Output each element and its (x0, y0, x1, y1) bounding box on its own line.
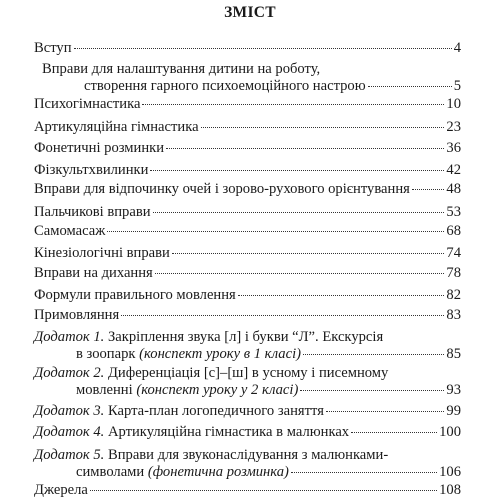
page-number: 36 (446, 140, 461, 156)
toc-entry-title (34, 140, 164, 157)
dot-leader (153, 212, 445, 213)
toc-entry-title (34, 424, 349, 441)
entry-text: Закріплення звука [л] і букви “Л”. Екскурсія (104, 329, 384, 345)
dot-leader (238, 295, 445, 296)
appendix-label: Додаток 5. (34, 447, 105, 463)
entry-text: створення гарного психоемоційного настрою (84, 78, 366, 94)
toc-entry-title (34, 265, 153, 282)
toc-entry-line (34, 140, 461, 157)
appendix-label: Додаток 4. (34, 424, 105, 440)
lesson-note: (конспект уроку у 2 класі) (136, 382, 299, 398)
entry-text: Диференціація [с]–[ш] в усному і писемному (104, 365, 389, 381)
toc-entry-title (84, 78, 366, 95)
toc-entry-line (34, 365, 461, 382)
toc-entry-line (34, 245, 461, 262)
toc-entry[interactable] (34, 482, 461, 499)
toc-entry-line (34, 382, 461, 399)
toc-entry[interactable] (34, 424, 461, 441)
toc-entry-title (34, 223, 105, 240)
appendix-label: Додаток 1. (34, 329, 105, 345)
toc-entry[interactable] (34, 365, 461, 399)
dot-leader (291, 472, 437, 473)
page-number: 74 (446, 245, 461, 261)
toc-entry[interactable] (34, 181, 461, 198)
toc-entry-title (42, 61, 320, 78)
dot-leader (303, 354, 444, 355)
entry-text: Вступ (34, 40, 72, 56)
appendix-label: Додаток 3. (34, 403, 105, 419)
entry-text: Вправи для звуконаслідування з малюнками- (104, 447, 389, 463)
page-number: 68 (446, 223, 461, 239)
appendix-label: Додаток 2. (34, 365, 105, 381)
toc-entry-title (34, 287, 236, 304)
toc-entry[interactable] (34, 447, 461, 481)
toc-entry-title (34, 119, 199, 136)
toc-entry-line (34, 447, 461, 464)
toc-entry-line (34, 346, 461, 363)
toc-entry-title (34, 204, 151, 221)
page-title: ЗМІСТ (224, 4, 276, 21)
toc-entry-line (34, 307, 461, 324)
toc-entry-line (42, 61, 461, 78)
toc-entry-line (34, 40, 461, 57)
page-number: 99 (446, 403, 461, 419)
page-number: 78 (446, 265, 461, 281)
page-number: 85 (446, 346, 461, 362)
dot-leader (368, 86, 452, 87)
dot-leader (142, 104, 444, 105)
page-number: 83 (446, 307, 461, 323)
toc-entry[interactable] (34, 403, 461, 420)
page-number: 108 (439, 482, 461, 498)
lesson-note: (конспект уроку в 1 класі) (139, 346, 301, 362)
toc-entry[interactable] (34, 140, 461, 157)
page-number: 4 (453, 40, 461, 56)
page-number: 23 (446, 119, 461, 135)
toc-entry-line (34, 162, 461, 179)
dot-leader (166, 148, 444, 149)
entry-text: Самомасаж (34, 223, 106, 239)
toc-entry-title (34, 181, 410, 198)
toc-entry[interactable] (34, 96, 461, 113)
page-number: 100 (439, 424, 461, 440)
page-number: 93 (446, 382, 461, 398)
entry-text: Вправи для відпочинку очей і зорово-рухового орієнтування (34, 181, 410, 197)
toc-entry[interactable] (34, 329, 461, 363)
toc-entry-line (34, 204, 461, 221)
entry-text: Артикуляційна гімнастика в малюнках (104, 424, 350, 440)
toc-entry[interactable] (34, 265, 461, 282)
dot-leader (90, 490, 437, 491)
toc-entry-title (34, 162, 148, 179)
page-number: 82 (446, 287, 461, 303)
dot-leader (351, 432, 437, 433)
toc-entry-title (34, 40, 72, 57)
entry-text: Психогімнастика (34, 96, 141, 112)
toc-entry[interactable] (34, 40, 461, 57)
entry-text: в зоопарк (76, 346, 140, 362)
toc-entry-line (34, 181, 461, 198)
entry-text: Фонетичні розминки (34, 140, 165, 156)
toc-entry-line (34, 329, 461, 346)
toc-entry[interactable] (34, 223, 461, 240)
page-number: 5 (453, 78, 461, 94)
entry-text: мовленні (76, 382, 137, 398)
dot-leader (121, 315, 444, 316)
toc-entry-line (34, 482, 461, 499)
page-number: 10 (446, 96, 461, 112)
toc-entry-title (34, 245, 170, 262)
dot-leader (107, 231, 444, 232)
page-number: 48 (446, 181, 461, 197)
toc-entry-title (34, 307, 119, 324)
toc-entry-line (34, 96, 461, 113)
toc-entry[interactable] (34, 245, 461, 262)
toc-entry-title (34, 365, 388, 382)
entry-text: Вправи для налаштування дитини на роботу, (42, 61, 321, 77)
entry-text: Фізкультхвилинки (34, 162, 149, 178)
toc-entry[interactable] (34, 204, 461, 221)
toc-entry-line (34, 287, 461, 304)
dot-leader (172, 253, 445, 254)
toc-entry-line (34, 464, 461, 481)
page-number: 53 (446, 204, 461, 220)
dot-leader (201, 127, 445, 128)
toc-entry[interactable] (34, 162, 461, 179)
toc-entry[interactable] (34, 287, 461, 304)
dot-leader (155, 273, 445, 274)
toc-entry[interactable] (42, 61, 461, 95)
toc-entry-line (42, 78, 461, 95)
entry-text: Джерела (34, 482, 88, 498)
entry-text: Пальчикові вправи (34, 204, 151, 220)
entry-text: Формули правильного мовлення (34, 287, 236, 303)
dot-leader (150, 170, 444, 171)
toc-entry-title (34, 482, 88, 499)
toc-entry-title (34, 447, 388, 464)
toc-entry-title (76, 382, 298, 399)
toc-entry-line (34, 119, 461, 136)
entry-text: символами (76, 464, 148, 480)
toc-entry[interactable] (34, 119, 461, 136)
toc-entry-title (76, 464, 289, 481)
entry-text: Карта-план логопедичного заняття (104, 403, 324, 419)
lesson-note: (фонетична розминка) (147, 464, 289, 480)
page-number: 42 (446, 162, 461, 178)
entry-text: Артикуляційна гімнастика (34, 119, 199, 135)
entry-text: Примовляння (34, 307, 120, 323)
page-number: 106 (439, 464, 461, 480)
toc-entry-line (34, 265, 461, 282)
entry-text: Вправи на дихання (34, 265, 153, 281)
dot-leader (300, 390, 444, 391)
toc-entry-line (34, 403, 461, 420)
dot-leader (412, 189, 445, 190)
toc-entry-line (34, 424, 461, 441)
dot-leader (326, 411, 445, 412)
entry-text: Кінезіологічні вправи (34, 245, 170, 261)
toc-entry-line (34, 223, 461, 240)
dot-leader (74, 48, 452, 49)
toc-entry-title (76, 346, 301, 363)
toc-entry-title (34, 329, 383, 346)
toc-entry-title (34, 96, 140, 113)
toc-entry-title (34, 403, 324, 420)
toc-entry[interactable] (34, 307, 461, 324)
